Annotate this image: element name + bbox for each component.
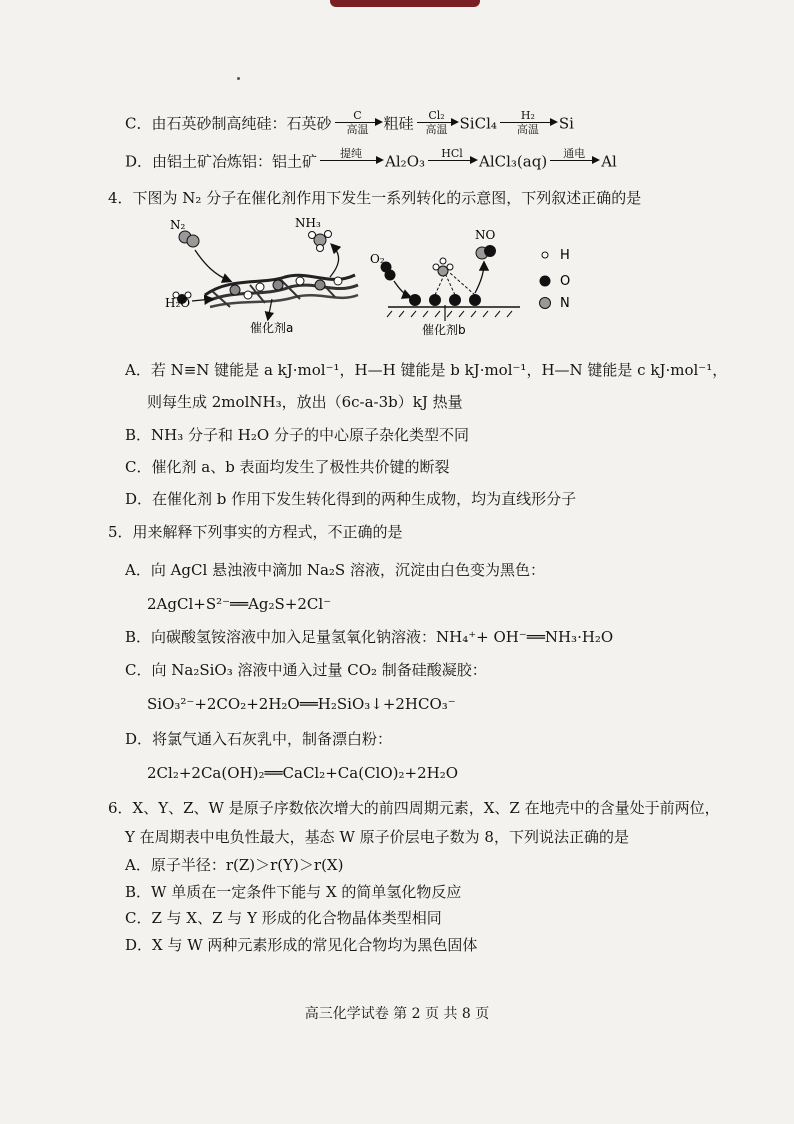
arrow-condition: 高温 [346,123,369,136]
legend [540,248,571,311]
n2-molecule [179,231,199,247]
arrow-condition: 提纯 [340,147,363,160]
q4-option-d: D．在催化剂 b 作用下发生转化得到的两种生成物，均为直线形分子 [125,490,577,508]
q4-option-b: B．NH₃ 分子和 H₂O 分子的中心原子杂化类型不同 [125,426,469,444]
catalyst-b-surface [387,258,520,317]
arrow-condition: C [353,109,362,122]
product: Al [601,152,617,171]
nh3-molecule [309,231,332,252]
legend-o-icon [540,276,551,287]
q5-option-d-line1: D．将氯气通入石灰乳中，制备漂白粉： [125,730,393,748]
scan-top-edge [330,0,480,7]
legend-o-label: O [560,274,571,289]
reaction-arrow [550,148,598,173]
n2-label: N₂ [170,218,186,232]
legend-h-label: H [560,248,570,263]
q4-option-a-line2: 则每生成 2molNH₃，放出（6c-a-3b）kJ 热量 [147,393,463,411]
h2o-label: H₂O [165,296,191,310]
q3-option-c [125,109,574,137]
q6-option-b: B．W 单质在一定条件下能与 X 的简单氢化物反应 [125,883,462,901]
reaction-arrow [417,110,457,135]
q5-option-b: B．向碳酸氢铵溶液中加入足量氢氧化钠溶液：NH₄⁺+ OH⁻══NH₃·H₂O [125,628,614,646]
q6-stem-line1: 6．X、Y、Z、W 是原子序数依次增大的前四周期元素，X、Z 在地壳中的含量处于前两位， [108,799,720,817]
n2-conversion-diagram [160,215,630,345]
no-label: NO [475,228,496,242]
legend-h-icon [542,252,548,258]
arrow-condition: 高温 [425,123,448,136]
q6-option-a: A．原子半径：r(Z)＞r(Y)＞r(X) [125,856,344,874]
q5-option-a-equation: 2AgCl+S²⁻══Ag₂S+2Cl⁻ [147,595,332,613]
option-text: D．由铝土矿冶炼铝： [125,152,273,171]
q6-option-c: C．Z 与 X、Z 与 Y 形成的化合物晶体类型相同 [125,909,442,927]
q5-stem: 5．用来解释下列事实的方程式，不正确的是 [108,523,403,541]
arrow-condition: 高温 [516,123,539,136]
q5-option-c-line1: C．向 Na₂SiO₃ 溶液中通入过量 CO₂ 制备硅酸凝胶： [125,661,487,679]
q5-option-a-line1: A．向 AgCl 悬浊液中滴加 Na₂S 溶液，沉淀由白色变为黑色： [125,561,545,579]
reaction-arrow [335,110,381,135]
q3-option-d [125,147,617,175]
product: Al₂O₃ [385,152,426,171]
reaction-arrow [500,110,556,135]
option-text: C．由石英砂制高纯硅： [125,114,287,133]
reagent: 石英砂 [286,114,332,133]
legend-n-label: N [560,296,570,311]
product: 粗硅 [383,114,414,133]
arrow-condition: HCl [441,147,463,160]
nh3-label: NH₃ [295,216,321,230]
reagent: 铝土矿 [272,152,318,171]
page-footer: 高三化学试卷 第 2 页 共 8 页 [304,1006,490,1022]
arrow-condition: H₂ [520,109,535,122]
catalyst-a-label: 催化剂a [250,321,294,335]
reaction-arrow [320,148,382,173]
arrow-condition: 通电 [563,147,586,160]
scan-speck [237,77,240,80]
no-molecule [476,245,496,259]
q6-option-d: D．X 与 W 两种元素形成的常见化合物均为黑色固体 [125,936,478,954]
q4-stem: 4．下图为 N₂ 分子在催化剂作用下发生一系列转化的示意图，下列叙述正确的是 [108,189,642,207]
reaction-arrow [428,148,476,173]
q5-option-d-equation: 2Cl₂+2Ca(OH)₂══CaCl₂+Ca(ClO)₂+2H₂O [147,764,459,782]
product: SiCl₄ [459,114,497,133]
product: AlCl₃(aq) [479,152,548,171]
o2-label: O₂ [370,252,385,266]
q6-stem-line2: Y 在周期表中电负性最大，基态 W 原子价层电子数为 8，下列说法正确的是 [125,828,629,846]
arrow-condition: Cl₂ [428,109,445,122]
q5-option-c-equation: SiO₃²⁻+2CO₂+2H₂O══H₂SiO₃↓+2HCO₃⁻ [147,695,456,713]
product: Si [558,114,574,133]
q4-option-a-line1: A．若 N≡N 键能是 a kJ·mol⁻¹，H—H 键能是 b kJ·mol⁻¹，H—N 键能是 c kJ·mol⁻¹， [125,361,728,379]
q4-option-c: C．催化剂 a、b 表面均发生了极性共价键的断裂 [125,458,450,476]
catalyst-b-label: 催化剂b [422,323,466,337]
legend-n-icon [540,298,551,309]
